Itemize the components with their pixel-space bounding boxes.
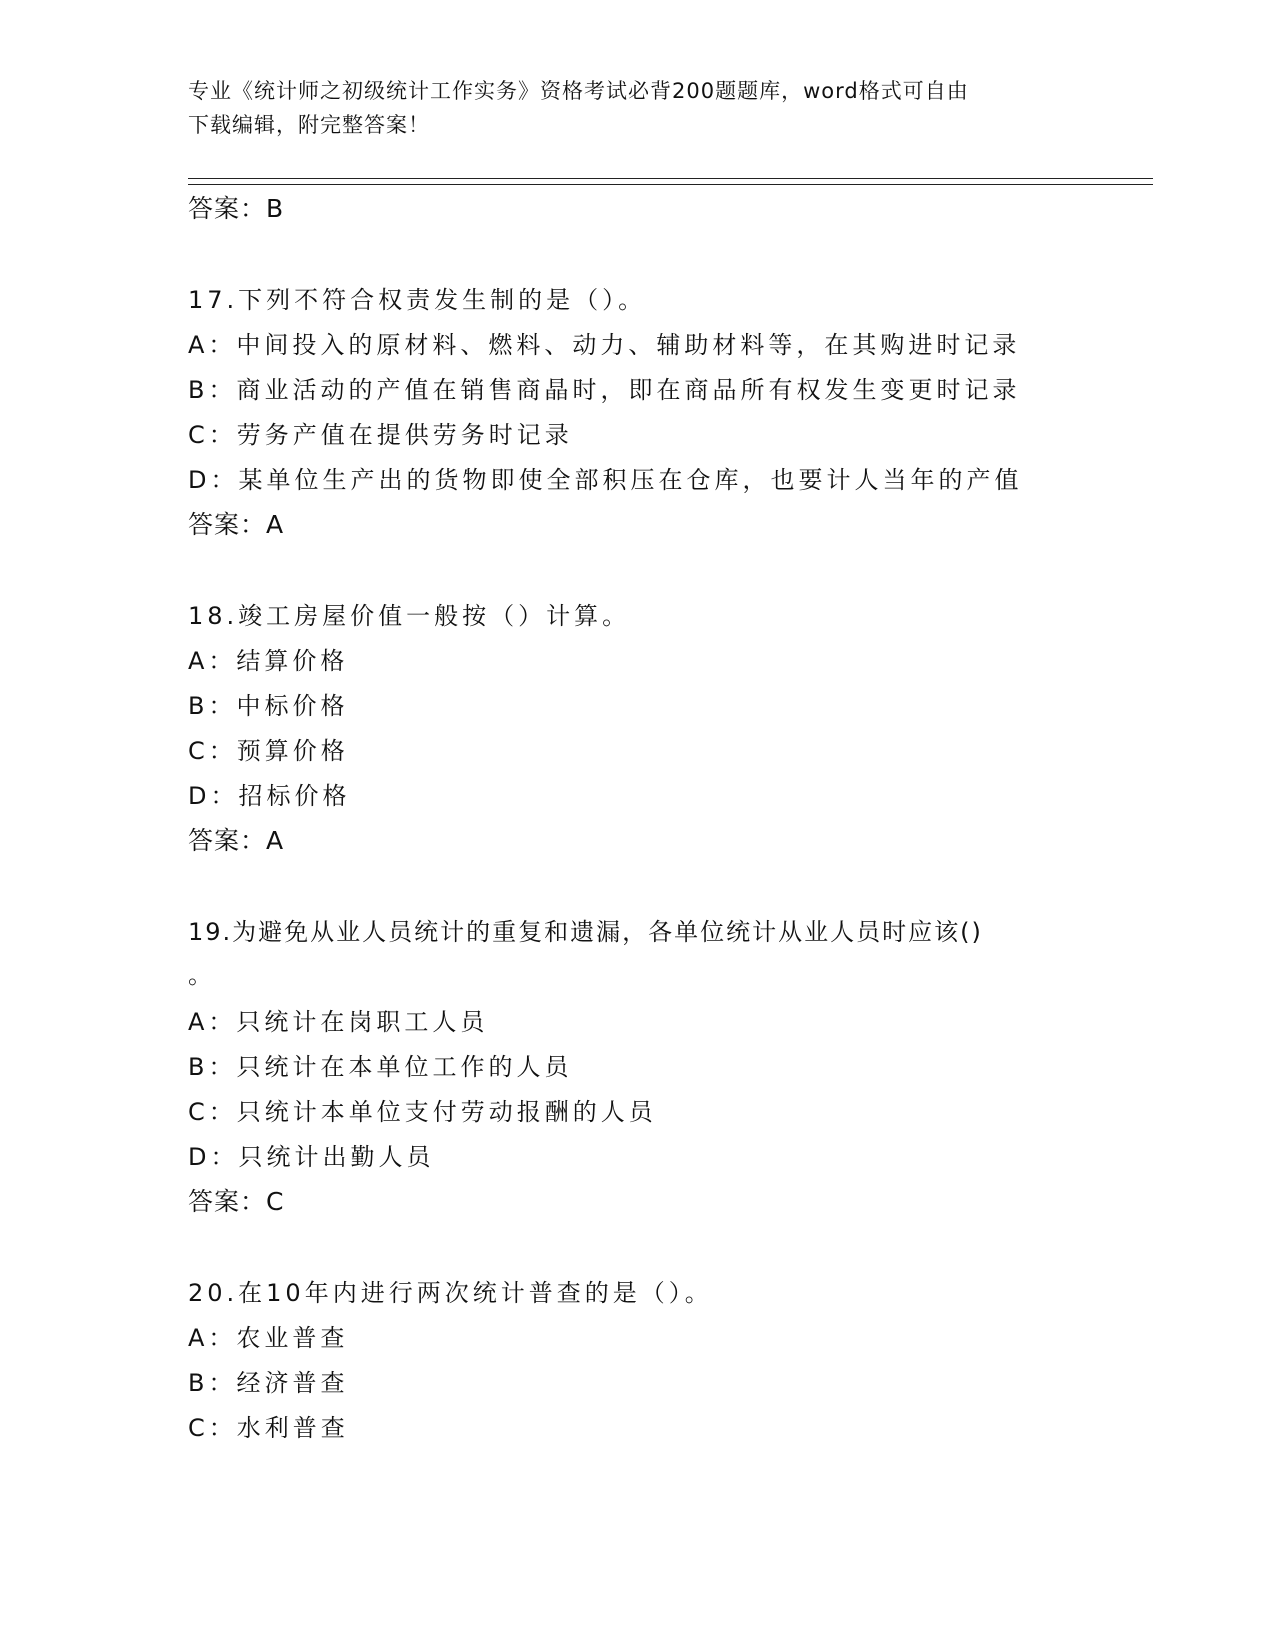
- question-17-answer: 答案：A: [188, 510, 285, 539]
- document-header: [188, 74, 1068, 142]
- question-17-option-a: A：中间投入的原材料、燃料、动力、辅助材料等，在其购进时记录: [188, 331, 1021, 359]
- question-19-option-a: A：只统计在岗职工人员: [188, 1008, 489, 1036]
- question-17-option-c: C：劳务产值在提供劳务时记录: [188, 421, 573, 449]
- question-20-option-a: A：农业普查: [188, 1324, 349, 1352]
- question-19-option-c: C：只统计本单位支付劳动报酬的人员: [188, 1098, 657, 1126]
- question-19-stem-continued: 。: [188, 961, 216, 989]
- question-17-option-b: B：商业活动的产值在销售商晶时，即在商品所有权发生变更时记录: [188, 376, 1021, 404]
- header-line-2: 下载编辑，附完整答案！: [188, 113, 430, 137]
- question-20-option-b: B：经济普查: [188, 1369, 349, 1397]
- question-19-stem: 19.为避免从业人员统计的重复和遗漏，各单位统计从业人员时应该(): [188, 918, 983, 946]
- question-20-stem: 20.在10年内进行两次统计普查的是（）。: [188, 1279, 713, 1307]
- question-18-option-d: D：招标价格: [188, 782, 351, 810]
- question-20-option-c: C：水利普查: [188, 1414, 349, 1442]
- question-18-answer: 答案：A: [188, 826, 285, 855]
- header-divider-top: [188, 178, 1153, 179]
- question-19-answer: 答案：C: [188, 1187, 285, 1216]
- question-18-stem: 18.竣工房屋价值一般按（）计算。: [188, 602, 631, 630]
- question-17-stem: 17.下列不符合权责发生制的是（）。: [188, 286, 647, 314]
- answer-prev: 答案：B: [188, 194, 285, 223]
- question-19-option-b: B：只统计在本单位工作的人员: [188, 1053, 573, 1081]
- question-18-option-a: A：结算价格: [188, 647, 349, 675]
- question-17-option-d: D：某单位生产出的货物即使全部积压在仓库，也要计人当年的产值: [188, 466, 1023, 494]
- header-divider-bottom: [188, 184, 1153, 185]
- question-19-option-d: D：只统计出勤人员: [188, 1143, 435, 1171]
- question-18-option-b: B：中标价格: [188, 692, 349, 720]
- question-18-option-c: C：预算价格: [188, 737, 349, 765]
- header-line-1: 专业《统计师之初级统计工作实务》资格考试必背200题题库，word格式可自由: [188, 79, 969, 103]
